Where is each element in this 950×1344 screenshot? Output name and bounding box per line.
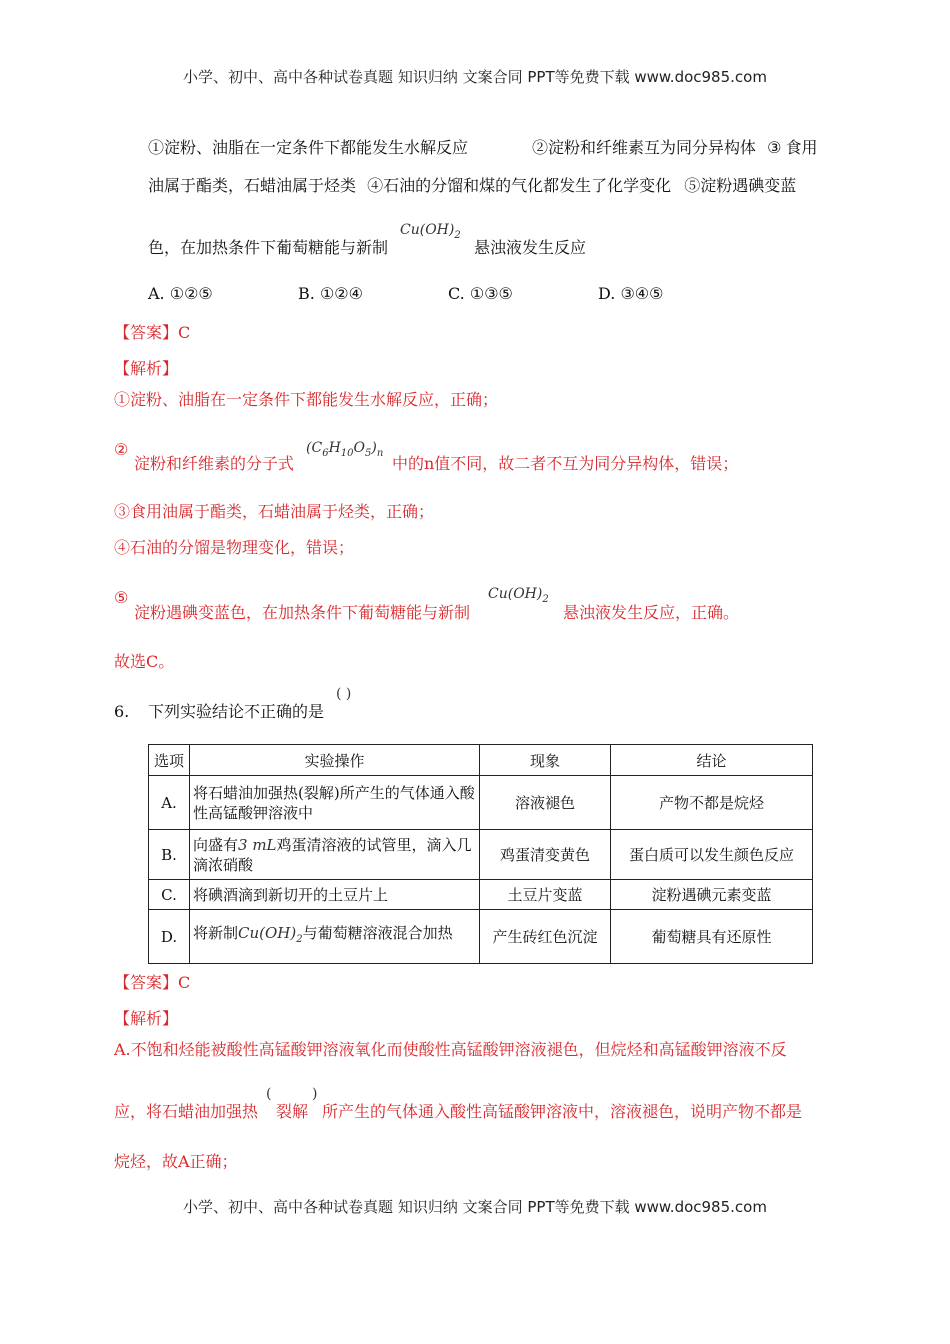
option-value: ①③⑤ <box>469 284 513 303</box>
statement-text: 食用 <box>785 138 818 157</box>
phenomenon-cell: 溶液褪色 <box>480 776 611 830</box>
operation-cell: 将石蜡油加强热(裂解)所产生的气体通入酸性高锰酸钾溶液中 <box>190 776 480 830</box>
table-row <box>149 880 813 910</box>
conclusion-cell: 葡萄糖具有还原性 <box>611 910 813 964</box>
q6-analysis-line-1: A.不饱和烃能被酸性高锰酸钾溶液氧化而使酸性高锰酸钾溶液褪色，但烷烃和高锰酸钾溶液不反 <box>114 1040 787 1059</box>
statement-text: 淀粉遇碘变蓝 <box>700 176 797 195</box>
conclusion-cell: 淀粉遇碘元素变蓝 <box>611 880 813 910</box>
q6-analysis-label: 【解析】 <box>114 1009 179 1028</box>
q5-line-3b: 悬浊液发生反应 <box>474 238 587 257</box>
q6-analysis-line-2b: 裂解 <box>276 1102 309 1121</box>
q5-answer <box>114 320 190 343</box>
answer-label: 【答案】 <box>114 323 179 342</box>
operation-cell: 向盛有3 mL鸡蛋清溶液的试管里，滴入几滴浓硝酸 <box>190 830 480 880</box>
operation-cell: 将新制$Cu(OH)_2$与葡萄糖溶液混合加热 <box>190 910 480 964</box>
q5-line-2 <box>148 176 796 196</box>
statement-number: ③ <box>767 138 782 157</box>
column-header: 实验操作 <box>190 745 480 776</box>
option-value: ③④⑤ <box>620 284 664 303</box>
analysis-item-5: 淀粉遇碘变蓝色，在加热条件下葡萄糖能与新制 <box>134 603 471 622</box>
column-header: 选项 <box>149 745 190 776</box>
option-cell: D. <box>149 910 190 964</box>
table-header-row <box>149 745 813 776</box>
q5-line-1b <box>532 138 817 158</box>
statement-text: 色，在加热条件下葡萄糖能与新制 <box>148 238 389 257</box>
answer-value: C <box>178 973 191 992</box>
q6-analysis-line-2a: 应，将石蜡油加强热 <box>114 1102 259 1121</box>
answer-label: 【答案】 <box>114 973 179 992</box>
paren-open: ( <box>266 1086 272 1102</box>
analysis-item-2-number: ② <box>114 440 129 459</box>
q6-analysis-line-3: 烷烃，故A正确； <box>114 1152 238 1171</box>
table-row <box>149 830 813 880</box>
column-header: 现象 <box>480 745 611 776</box>
cu-oh-2-formula: $Cu(OH)_2$ <box>488 586 549 605</box>
option-a[interactable] <box>148 284 213 304</box>
statement-number: ② <box>532 138 549 157</box>
analysis-item-3: ③食用油属于酯类，石蜡油属于烃类，正确； <box>114 502 435 521</box>
starch-molecular-formula: $(C_6H_{10}O_5)_n$ <box>306 440 384 459</box>
option-value: ①②⑤ <box>169 284 213 303</box>
statement-text: 油属于酯类，石蜡油属于烃类 <box>148 176 357 195</box>
option-cell: C. <box>149 880 190 910</box>
conclusion-cell: 蛋白质可以发生颜色反应 <box>611 830 813 880</box>
q6-answer <box>114 970 190 993</box>
answer-blank: ( ) <box>336 686 352 702</box>
option-label: C. <box>448 284 465 303</box>
option-cell: B. <box>149 830 190 880</box>
statement-number: ① <box>148 138 165 157</box>
q6-stem: 下列实验结论不正确的是 <box>148 702 325 721</box>
paren-close: ) <box>312 1086 318 1102</box>
answer-value: C <box>178 323 191 342</box>
option-label: A. <box>148 284 165 303</box>
page-footer: 小学、初中、高中各种试卷真题 知识归纳 文案合同 PPT等免费下载 www.doc985.com <box>183 1198 767 1216</box>
option-c[interactable] <box>448 284 513 304</box>
q5-line-3 <box>148 238 388 258</box>
option-cell: A. <box>149 776 190 830</box>
column-header: 结论 <box>611 745 813 776</box>
option-value: ①②④ <box>319 284 363 303</box>
analysis-item-5-number: ⑤ <box>114 588 129 607</box>
option-d[interactable] <box>598 284 663 304</box>
q6-analysis-line-2c: 所产生的气体通入酸性高锰酸钾溶液中，溶液褪色，说明产物不都是 <box>322 1102 803 1121</box>
phenomenon-cell: 土豆片变蓝 <box>480 880 611 910</box>
q5-line-1 <box>148 138 468 158</box>
statement-text: 石油的分馏和煤的气化都发生了化学变化 <box>383 176 672 195</box>
cu-oh-2-formula: $Cu(OH)_2$ <box>400 222 461 241</box>
analysis-item-4: ④石油的分馏是物理变化，错误； <box>114 538 355 557</box>
operation-cell: 将碘酒滴到新切开的土豆片上 <box>190 880 480 910</box>
statement-number: ④ <box>367 176 384 195</box>
option-label: B. <box>298 284 315 303</box>
table-row <box>149 910 813 964</box>
statement-number: ⑤ <box>684 176 701 195</box>
phenomenon-cell: 产生砖红色沉淀 <box>480 910 611 964</box>
analysis-item-1: ①淀粉、油脂在一定条件下都能发生水解反应，正确； <box>114 390 499 409</box>
table-row <box>149 776 813 830</box>
conclusion-cell: 产物不都是烷烃 <box>611 776 813 830</box>
q6-number: 6. <box>114 702 130 721</box>
page-header: 小学、初中、高中各种试卷真题 知识归纳 文案合同 PPT等免费下载 www.doc985.com <box>183 68 767 86</box>
option-label: D. <box>598 284 616 303</box>
analysis-item-2b: 中的n值不同，故二者不互为同分异构体，错误； <box>392 454 739 473</box>
analysis-conclusion: 故选C。 <box>114 652 175 671</box>
phenomenon-cell: 鸡蛋清变黄色 <box>480 830 611 880</box>
analysis-item-2: 淀粉和纤维素的分子式 <box>134 454 295 473</box>
option-b[interactable] <box>298 284 363 304</box>
q5-analysis-label: 【解析】 <box>114 359 179 378</box>
analysis-item-5b: 悬浊液发生反应，正确。 <box>563 603 740 622</box>
statement-text: 淀粉、油脂在一定条件下都能发生水解反应 <box>164 138 469 157</box>
experiment-table <box>148 744 813 964</box>
statement-text: 淀粉和纤维素互为同分异构体 <box>548 138 757 157</box>
